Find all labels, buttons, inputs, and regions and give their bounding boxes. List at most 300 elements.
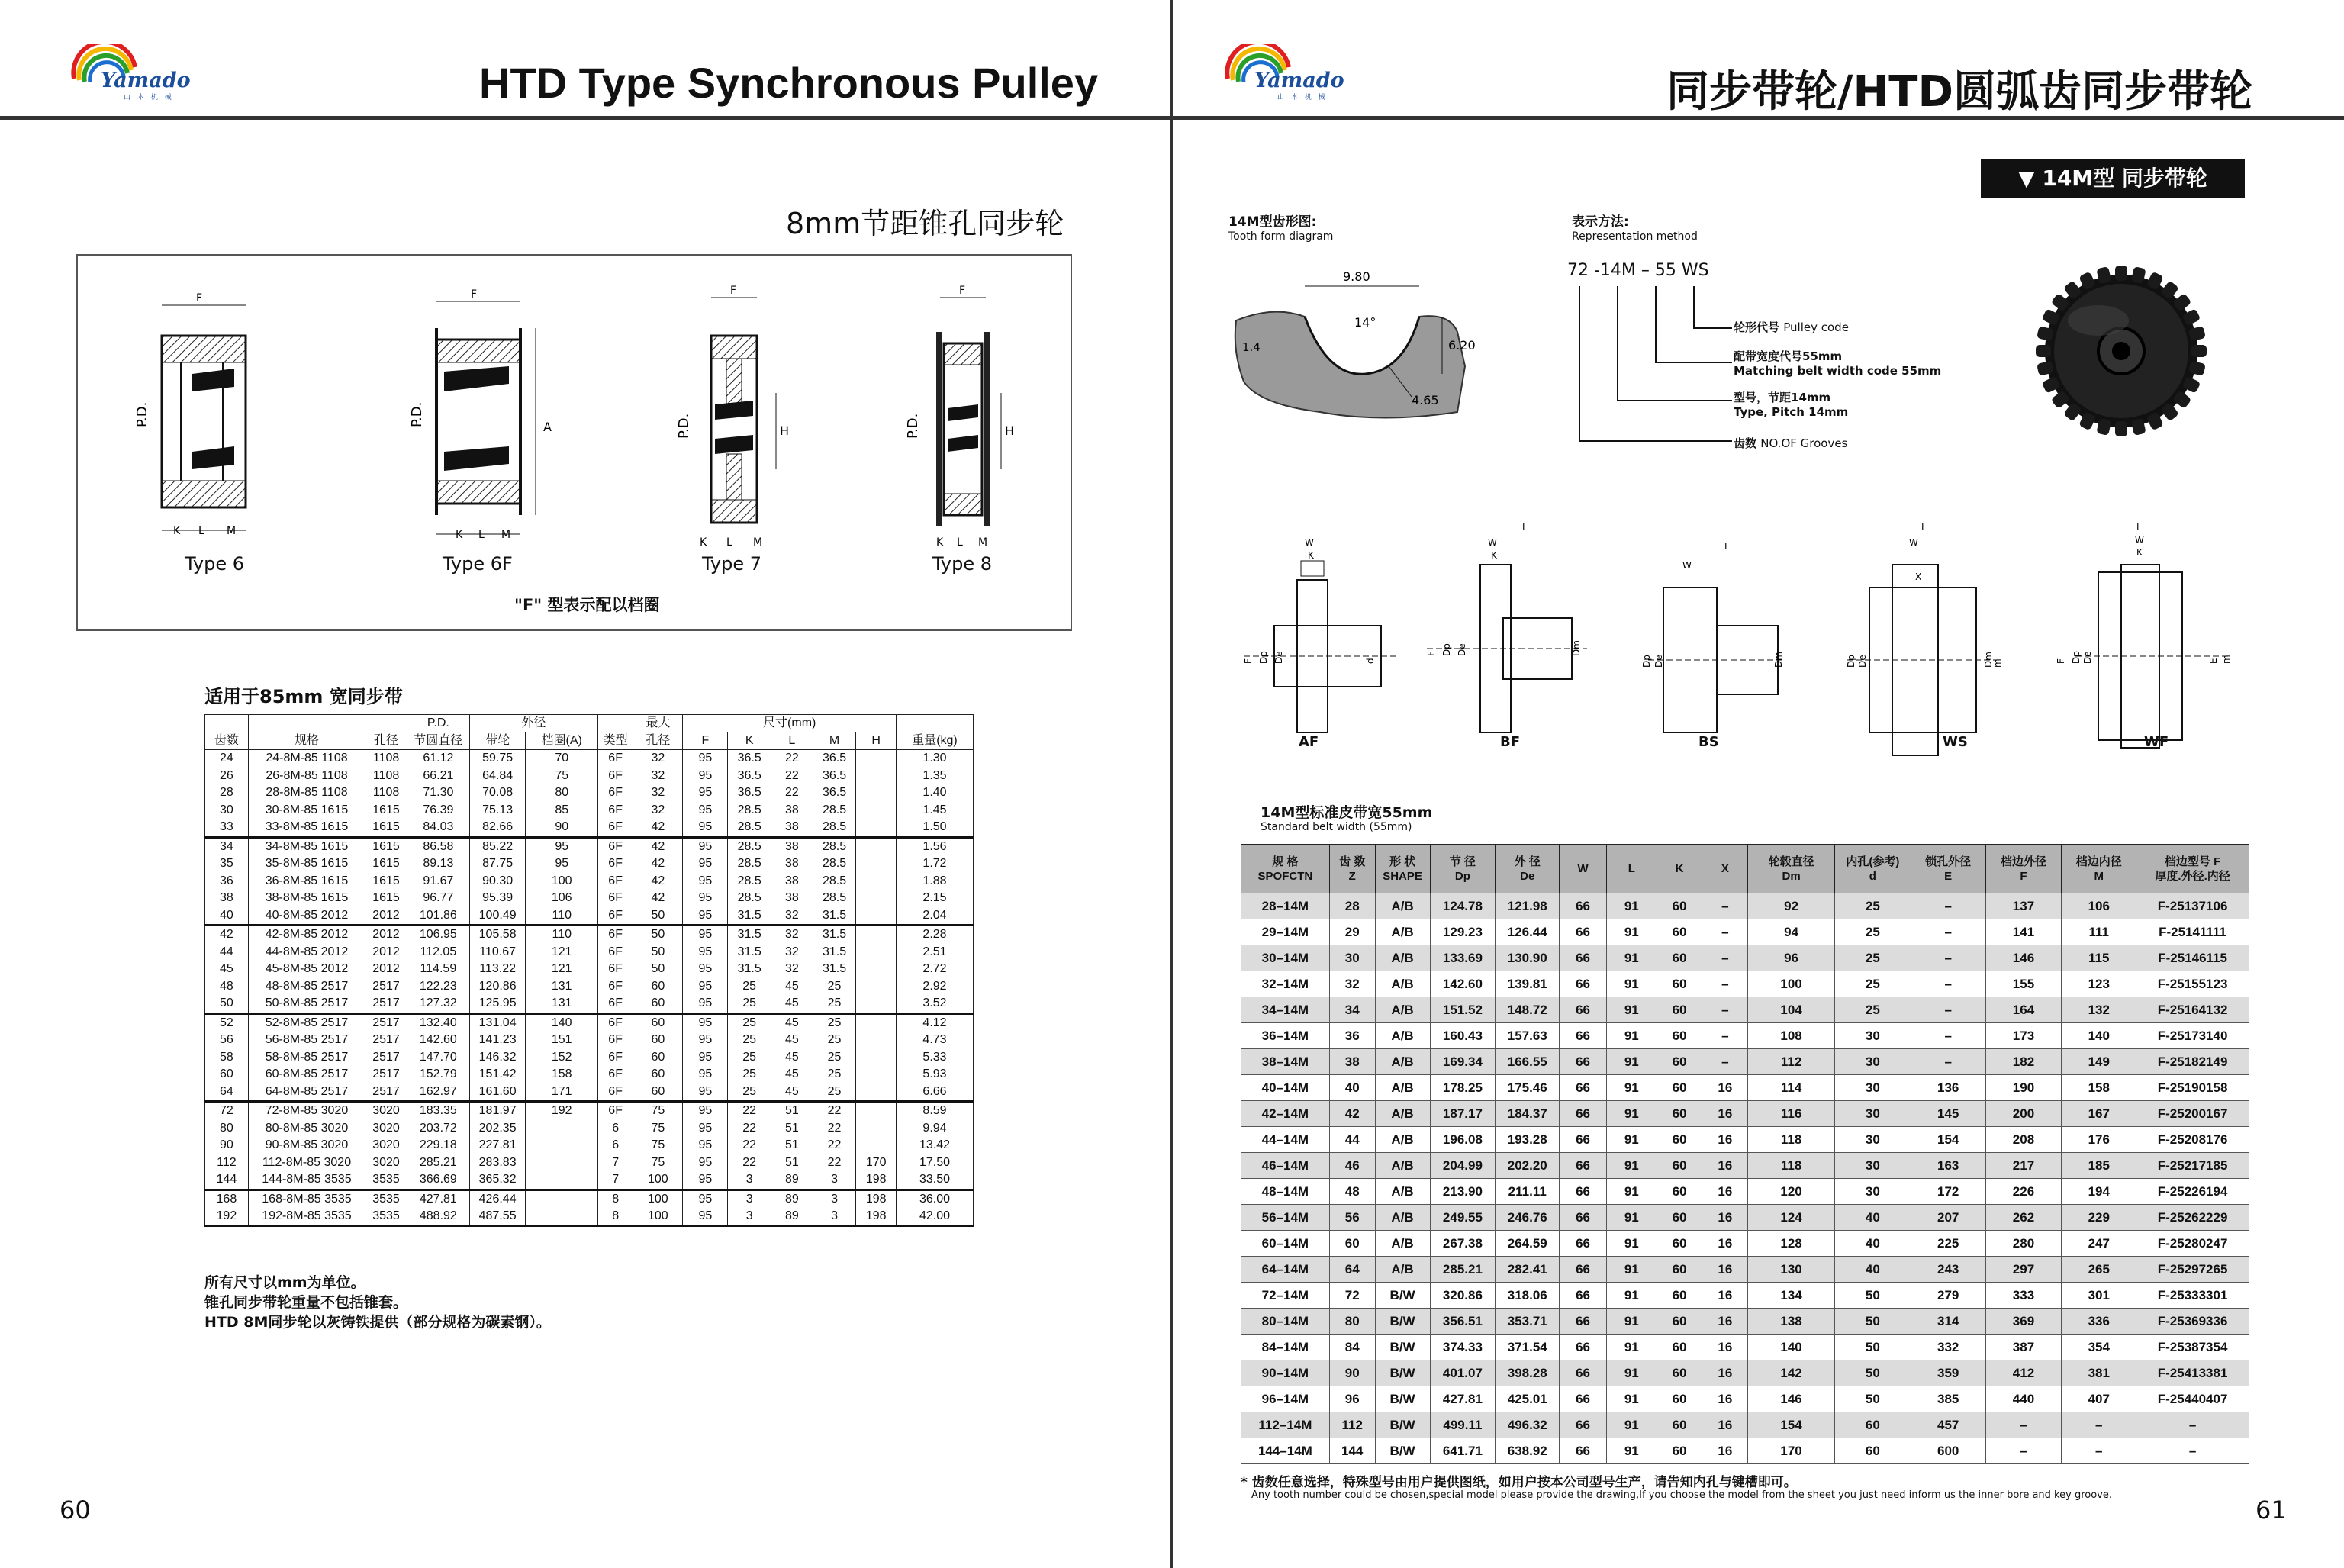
table-cell: 91	[1606, 919, 1657, 945]
table-cell: 60–14M	[1241, 1231, 1330, 1257]
table-cell: 2517	[365, 1013, 407, 1032]
table-cell: 28–14M	[1241, 893, 1330, 919]
table-cell: 2012	[365, 944, 407, 961]
table-cell: 3.52	[896, 995, 973, 1013]
table-cell: 6F	[598, 890, 633, 907]
table-cell: 72–14M	[1241, 1283, 1330, 1309]
table-cell: 50	[633, 907, 683, 926]
pulley-tooth	[2115, 421, 2127, 436]
table-cell: 91.67	[407, 873, 469, 890]
table-row	[205, 1190, 974, 1208]
table-cell: A/B	[1375, 893, 1430, 919]
col-header-cn: 形 状	[1389, 855, 1416, 868]
table-cell: 196.08	[1430, 1127, 1496, 1153]
table-cell: 45-8M-85 2012	[248, 961, 365, 978]
table-cell: 42	[633, 855, 683, 873]
table-cell: 1615	[365, 890, 407, 907]
type6-label: Type 6	[185, 553, 245, 575]
radius-label: 1.4	[1242, 340, 1261, 354]
table-cell: –	[2136, 1438, 2249, 1464]
table-cell: 100	[633, 1190, 683, 1208]
table-cell: 22	[728, 1102, 771, 1120]
type7-label: Type 7	[702, 553, 762, 575]
table-cell: 89	[771, 1190, 813, 1208]
table-cell: 2517	[365, 1066, 407, 1083]
table-cell: 95	[683, 890, 728, 907]
table-cell: 36.5	[813, 784, 856, 802]
table-cell: 59.75	[469, 750, 526, 768]
table-cell: 95	[683, 1120, 728, 1138]
table-cell: 217	[1985, 1153, 2062, 1179]
f-label: F	[730, 285, 737, 297]
k-label: K	[700, 536, 707, 549]
table-cell: 192	[205, 1208, 249, 1226]
table-cell	[856, 1137, 897, 1154]
table-cell: 50	[1834, 1283, 1911, 1309]
dp-label: Dp	[1258, 651, 1269, 664]
table-cell: 112	[205, 1154, 249, 1172]
table-cell: 282.41	[1496, 1257, 1560, 1283]
table-cell: 121	[526, 944, 598, 961]
table-row	[205, 995, 974, 1013]
shape-wf-drawing	[2056, 522, 2232, 748]
w-label: W	[1682, 560, 1692, 571]
table-cell: 163	[1911, 1153, 1985, 1179]
table-cell: 16	[1702, 1438, 1748, 1464]
table-cell: 203.72	[407, 1120, 469, 1138]
pd-label: P.D.	[676, 413, 692, 439]
rep-en: NO.OF Grooves	[1760, 436, 1848, 450]
table-cell: 80–14M	[1241, 1309, 1330, 1335]
table-cell: 44	[205, 944, 249, 961]
note-line: HTD 8M同步轮以灰铸铁提供（部分规格为碳素钢）。	[204, 1314, 551, 1331]
table-cell: 1.72	[896, 855, 973, 873]
col-header-cn: 轮毂直径	[1768, 855, 1814, 868]
table-cell: 48-8M-85 2517	[248, 978, 365, 996]
table-cell: 6F	[598, 944, 633, 961]
table-cell: 58-8M-85 2517	[248, 1049, 365, 1067]
col-maxbore-sub: 孔径	[633, 732, 683, 750]
table-cell: 42	[633, 890, 683, 907]
table-cell: 142	[1748, 1360, 1835, 1386]
table-cell: 192-8M-85 3535	[248, 1208, 365, 1226]
rep-en: Matching belt width code 55mm	[1734, 364, 1942, 378]
std-belt-title: 14M型标准皮带宽55mm	[1261, 804, 1433, 821]
dm-label: Dm	[1571, 640, 1582, 656]
table-cell: 25	[813, 1066, 856, 1083]
table-cell: 192	[526, 1102, 598, 1120]
table-cell: –	[1702, 971, 1748, 997]
table-cell: 1.56	[896, 837, 973, 855]
pulley-14m-table	[1241, 844, 2249, 1464]
col-header-en: d	[1869, 869, 1876, 883]
table-cell: 101.86	[407, 907, 469, 926]
table-cell: 6	[598, 1137, 633, 1154]
table-cell: 91	[1606, 1309, 1657, 1335]
table-cell: 142.60	[407, 1032, 469, 1049]
h-label: H	[780, 423, 790, 438]
f-label: F	[471, 288, 478, 301]
table-cell: 176	[2062, 1127, 2136, 1153]
table-cell: 427.81	[407, 1190, 469, 1208]
table-cell: 56-8M-85 2517	[248, 1032, 365, 1049]
table-cell: 369	[1985, 1309, 2062, 1335]
table-cell: 40-8M-85 2012	[248, 907, 365, 926]
header-rule	[0, 116, 1170, 120]
x-label: X	[1915, 571, 1922, 582]
table-cell: 38	[771, 802, 813, 819]
table-cell: 60	[205, 1066, 249, 1083]
table-cell: 16	[1702, 1127, 1748, 1153]
table-cell: A/B	[1375, 997, 1430, 1023]
table-cell: 3	[728, 1171, 771, 1190]
table-cell: 36.5	[813, 768, 856, 785]
table-cell: 95	[683, 1066, 728, 1083]
table-cell: –	[1911, 919, 1985, 945]
table-cell: –	[2136, 1412, 2249, 1438]
table-cell: 87.75	[469, 855, 526, 873]
table-row	[1241, 1283, 2249, 1309]
table-cell: 95	[683, 961, 728, 978]
table-cell: 25	[1834, 893, 1911, 919]
col-pd-sub: 节圆直径	[407, 732, 469, 750]
table-cell: 90.30	[469, 873, 526, 890]
table-cell: 3	[813, 1208, 856, 1226]
table-cell: 387	[1985, 1335, 2062, 1360]
table-row	[1241, 1179, 2249, 1205]
table-cell: 80	[205, 1120, 249, 1138]
table-cell: 185	[2062, 1153, 2136, 1179]
dp-label: Dp	[1641, 655, 1652, 668]
table-cell: 70	[526, 750, 598, 768]
k-label: K	[936, 536, 944, 549]
table-cell: –	[1911, 971, 1985, 997]
col-header-cn: L	[1628, 862, 1635, 875]
col-header	[1911, 845, 1985, 893]
pulley-photo	[2030, 259, 2213, 443]
table-row	[1241, 997, 2249, 1023]
table-cell: 425.01	[1496, 1386, 1560, 1412]
table-cell: 31.5	[728, 961, 771, 978]
table-cell: 146	[1985, 945, 2062, 971]
table-cell: 118	[1748, 1153, 1835, 1179]
h-label: H	[1005, 423, 1015, 438]
col-od-pulley: 带轮	[469, 732, 526, 750]
table-cell: 22	[771, 750, 813, 768]
table-cell: 40–14M	[1241, 1075, 1330, 1101]
table-cell: 95	[683, 1190, 728, 1208]
table-cell: 1615	[365, 873, 407, 890]
table-row	[205, 944, 974, 961]
table-cell	[856, 961, 897, 978]
table-cell: 108	[1748, 1023, 1835, 1049]
m-label: M	[978, 536, 988, 549]
table-row	[1241, 1360, 2249, 1386]
table-cell	[526, 1137, 598, 1154]
table-cell: 6.66	[896, 1083, 973, 1102]
table-cell: 123	[2062, 971, 2136, 997]
table-cell: 90–14M	[1241, 1360, 1330, 1386]
l-label: L	[1921, 522, 1927, 533]
table-cell: B/W	[1375, 1360, 1430, 1386]
table-cell: 40	[1834, 1205, 1911, 1231]
table-cell: F-25413381	[2136, 1360, 2249, 1386]
table-cell: 42	[205, 926, 249, 944]
table-cell: 160.43	[1430, 1023, 1496, 1049]
table-cell: 130	[1748, 1257, 1835, 1283]
table-cell: 157.63	[1496, 1023, 1560, 1049]
table-cell: 168-8M-85 3535	[248, 1190, 365, 1208]
table-cell: 2.92	[896, 978, 973, 996]
table-cell: 2517	[365, 1083, 407, 1102]
table-cell: 44–14M	[1241, 1127, 1330, 1153]
table-cell: 130.90	[1496, 945, 1560, 971]
table-cell	[856, 926, 897, 944]
table-cell: 75	[633, 1102, 683, 1120]
table-cell: B/W	[1375, 1386, 1430, 1412]
table-cell: F-25137106	[2136, 893, 2249, 919]
table-cell: 3	[728, 1190, 771, 1208]
pd-label: P.D.	[134, 401, 150, 427]
pulley-tooth	[2115, 266, 2127, 281]
table-cell: 13.42	[896, 1137, 973, 1154]
table-cell: F-25387354	[2136, 1335, 2249, 1360]
pulley-tooth	[2191, 345, 2207, 357]
table-cell: 40	[205, 907, 249, 926]
table-cell: 66	[1560, 1023, 1607, 1049]
table-cell: 28-8M-85 1108	[248, 784, 365, 802]
table-cell: 25	[728, 1013, 771, 1032]
dp-label: Dp	[2071, 651, 2082, 664]
table-cell: B/W	[1375, 1309, 1430, 1335]
table-cell: 30	[1834, 1153, 1911, 1179]
table-cell: 95	[526, 855, 598, 873]
table-cell	[856, 1102, 897, 1120]
table-row	[205, 855, 974, 873]
table-cell: 40	[1329, 1075, 1375, 1101]
table-cell: A/B	[1375, 1257, 1430, 1283]
table-cell: 3535	[365, 1208, 407, 1226]
table-cell: 2.15	[896, 890, 973, 907]
table-cell: 146	[1748, 1386, 1835, 1412]
col-k: K	[728, 732, 771, 750]
table-cell: 32	[1329, 971, 1375, 997]
table-cell: 333	[1985, 1283, 2062, 1309]
table-cell: 25	[813, 1049, 856, 1067]
table-cell: 45	[771, 1032, 813, 1049]
m-label: M	[753, 536, 763, 549]
footnote-en: Any tooth number could be chosen,special model please provide the drawing,If you choose the model from the sheet you just need inform us the inner bore and key groove.	[1251, 1489, 2112, 1501]
table-cell: 105.58	[469, 926, 526, 944]
table-cell: 264.59	[1496, 1231, 1560, 1257]
table-cell: –	[1702, 919, 1748, 945]
table-row	[205, 1171, 974, 1190]
table-cell: 32	[771, 961, 813, 978]
table-cell: 28	[1329, 893, 1375, 919]
table-cell: 141.23	[469, 1032, 526, 1049]
table-cell: 3	[728, 1208, 771, 1226]
table-cell: 89.13	[407, 855, 469, 873]
table-cell: 1615	[365, 837, 407, 855]
table-cell: 106	[2062, 893, 2136, 919]
table-cell: 28.5	[813, 855, 856, 873]
table-cell: 28.5	[813, 819, 856, 837]
table-cell: 1615	[365, 855, 407, 873]
table-cell: 28.5	[728, 873, 771, 890]
table-cell: 124.78	[1430, 893, 1496, 919]
rep-en: Pulley code	[1783, 320, 1849, 334]
table-cell: 60	[1657, 997, 1702, 1023]
col-header	[2062, 845, 2136, 893]
table-cell: 6F	[598, 1083, 633, 1102]
table-row	[1241, 1335, 2249, 1360]
table-cell: 2.51	[896, 944, 973, 961]
pulley-shapes-diagram	[1236, 504, 2259, 763]
table-cell: –	[1911, 1023, 1985, 1049]
table-cell: 32	[771, 944, 813, 961]
table-cell: 166.55	[1496, 1049, 1560, 1075]
table-cell: 3	[813, 1171, 856, 1190]
table-row	[205, 1102, 974, 1120]
table-cell	[856, 944, 897, 961]
table-cell: 283.83	[469, 1154, 526, 1172]
table-cell: A/B	[1375, 1101, 1430, 1127]
table-cell: 2517	[365, 995, 407, 1013]
table-cell: 95	[683, 1032, 728, 1049]
k-label: K	[2136, 547, 2143, 558]
page-title: 同步带轮/HTD圆弧齿同步带轮	[1666, 67, 2252, 117]
section-badge: ▼ 14M型 同步带轮	[1981, 159, 2245, 198]
table-cell: 40	[1834, 1231, 1911, 1257]
table-cell: 25	[728, 1066, 771, 1083]
table-cell: 22	[728, 1154, 771, 1172]
table-cell: 91	[1606, 893, 1657, 919]
table-cell: 301	[2062, 1283, 2136, 1309]
table-cell: 5.33	[896, 1049, 973, 1067]
table-cell: 183.35	[407, 1102, 469, 1120]
table-cell: 95	[683, 978, 728, 996]
table-cell: 22	[813, 1154, 856, 1172]
table-cell: 33.50	[896, 1171, 973, 1190]
table-cell: –	[1911, 945, 1985, 971]
table-caption: 适用于85mm 宽同步带	[204, 686, 403, 707]
table-row	[1241, 1205, 2249, 1231]
table-cell: 56	[205, 1032, 249, 1049]
table-cell: 95	[683, 1102, 728, 1120]
table-cell: 66	[1560, 1335, 1607, 1360]
table-cell: F-25217185	[2136, 1153, 2249, 1179]
left-page	[0, 0, 1170, 1568]
col-header	[1241, 845, 1330, 893]
table-cell: 2.72	[896, 961, 973, 978]
table-cell: 3020	[365, 1120, 407, 1138]
table-cell: 60	[1657, 919, 1702, 945]
table-cell: 2012	[365, 907, 407, 926]
table-cell: 151	[526, 1032, 598, 1049]
table-cell: 140	[2062, 1023, 2136, 1049]
type7-drawing	[676, 285, 789, 549]
table-cell: 66.21	[407, 768, 469, 785]
l-label: L	[198, 525, 204, 537]
table-cell: –	[1702, 1049, 1748, 1075]
col-header-cn: K	[1675, 862, 1684, 875]
l-label: L	[726, 536, 732, 549]
table-cell: 60	[633, 1049, 683, 1067]
table-row	[1241, 1101, 2249, 1127]
col-header-cn: 内孔(参考)	[1846, 855, 1900, 868]
table-cell: 16	[1702, 1283, 1748, 1309]
table-cell: 100	[633, 1208, 683, 1226]
table-cell: 16	[1702, 1412, 1748, 1438]
table-cell: 95	[683, 750, 728, 768]
table-cell: 26	[205, 768, 249, 785]
table-row	[205, 1137, 974, 1154]
table-cell: 9.94	[896, 1120, 973, 1138]
table-cell: 131	[526, 995, 598, 1013]
col-header	[1748, 845, 1835, 893]
table-cell: 398.28	[1496, 1360, 1560, 1386]
table-cell: 112-8M-85 3020	[248, 1154, 365, 1172]
table-cell: 121	[526, 961, 598, 978]
table-cell: 22	[728, 1120, 771, 1138]
shape-ws-drawing	[1846, 522, 2003, 755]
table-cell: 91	[1606, 1335, 1657, 1360]
table-cell: 34	[1329, 997, 1375, 1023]
pitch-label: 9.80	[1343, 269, 1370, 284]
table-row	[205, 1120, 974, 1138]
col-header-en: De	[1520, 869, 1535, 883]
table-row	[205, 1049, 974, 1067]
angle-label: 14°	[1354, 315, 1376, 330]
col-header-cn: W	[1577, 862, 1589, 875]
table-cell: 95	[683, 995, 728, 1013]
table-row	[1241, 893, 2249, 919]
table-cell: 30	[1834, 1023, 1911, 1049]
w-label: W	[1305, 537, 1314, 548]
table-cell: 22	[771, 768, 813, 785]
table-cell: 371.54	[1496, 1335, 1560, 1360]
table-cell: 60	[1657, 1412, 1702, 1438]
table-cell: 226	[1985, 1179, 2062, 1205]
table-cell: 31.5	[813, 926, 856, 944]
table-cell: 60	[1834, 1412, 1911, 1438]
table-cell: 112–14M	[1241, 1412, 1330, 1438]
note-line: 所有尺寸以mm为单位。	[204, 1274, 365, 1291]
table-cell: 3020	[365, 1154, 407, 1172]
rep-item-pulley-code	[1734, 319, 1849, 335]
table-cell: 95	[683, 944, 728, 961]
table-cell: B/W	[1375, 1438, 1430, 1464]
table-cell: 16	[1702, 1335, 1748, 1360]
table-row	[1241, 1257, 2249, 1283]
table-cell: 60	[633, 978, 683, 996]
table-cell: 51	[771, 1137, 813, 1154]
rep-method-title-en: Representation method	[1572, 230, 1698, 243]
table-cell: 32–14M	[1241, 971, 1330, 997]
col-header-en: F	[2020, 869, 2027, 883]
table-row	[1241, 919, 2249, 945]
col-type: 类型	[598, 715, 633, 750]
table-cell: 50	[1834, 1386, 1911, 1412]
col-header-en: Dp	[1454, 869, 1470, 883]
table-row	[1241, 1386, 2249, 1412]
col-header	[1430, 845, 1496, 893]
table-cell: 64	[1329, 1257, 1375, 1283]
col-header-cn: 齿 数	[1339, 855, 1366, 868]
table-cell: 356.51	[1430, 1309, 1496, 1335]
table-cell: 60	[1657, 1127, 1702, 1153]
table-cell: F-25297265	[2136, 1257, 2249, 1283]
